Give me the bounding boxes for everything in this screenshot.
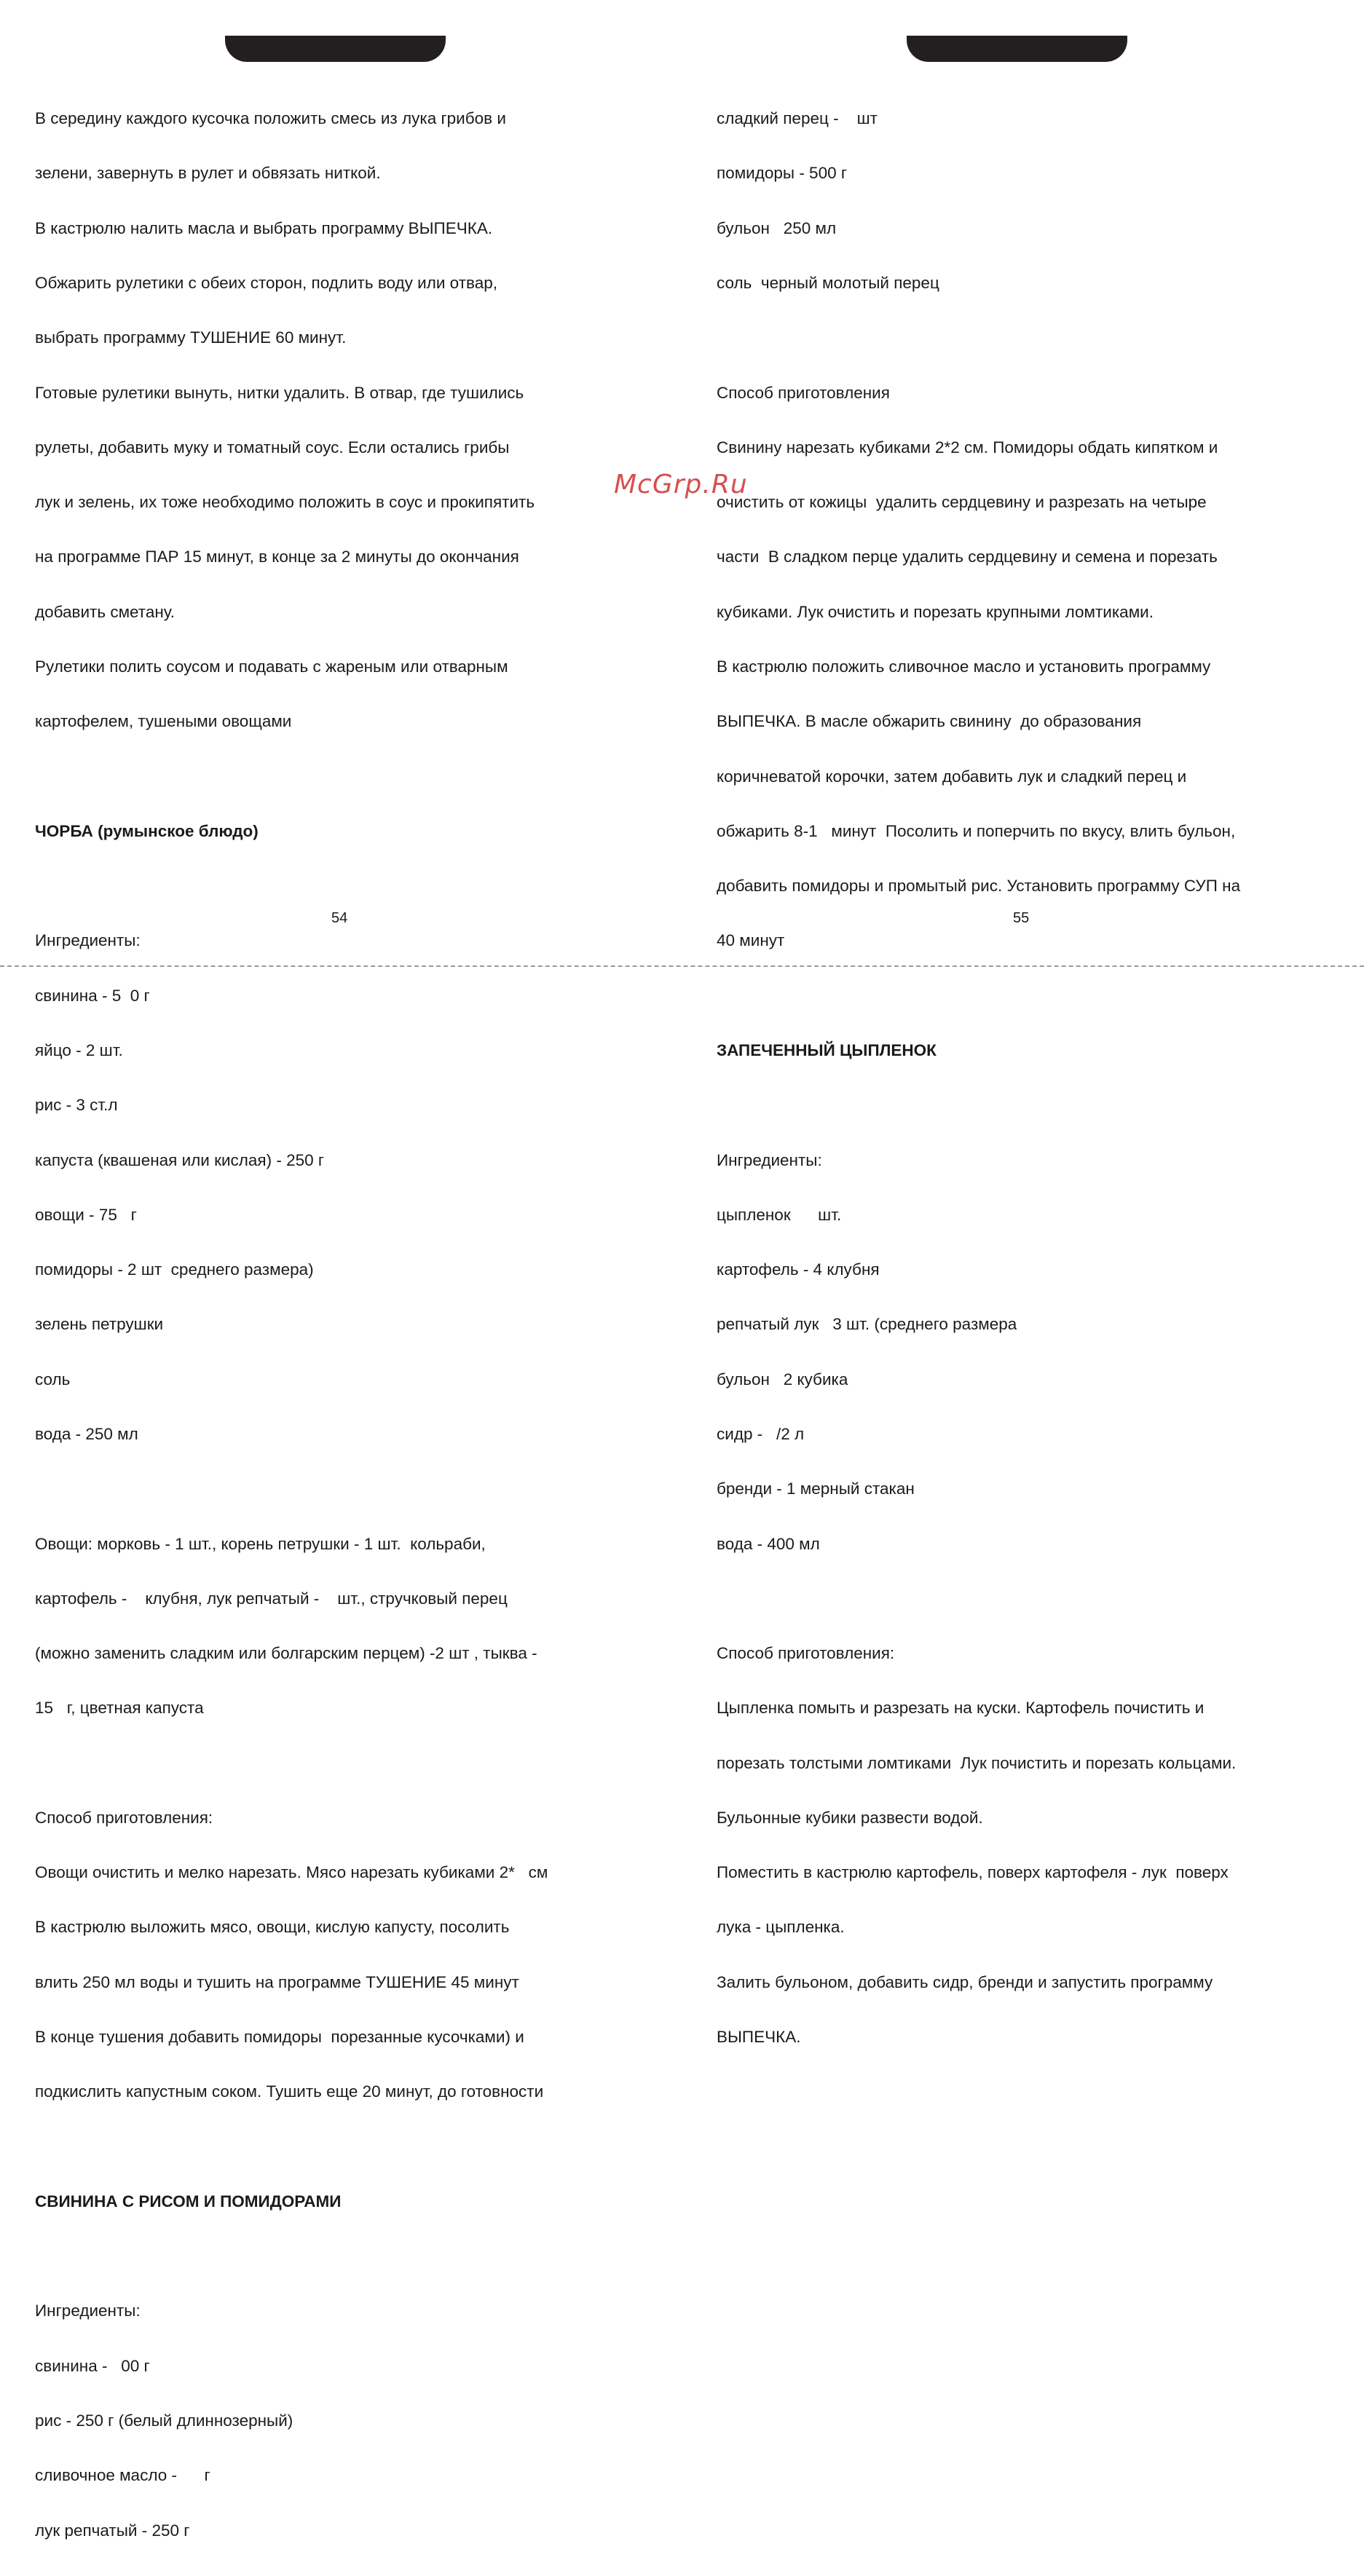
text-line: сладкий перец - шт <box>717 109 878 128</box>
text-line: бренди - 1 мерный стакан <box>717 1479 915 1498</box>
text-line: на программе ПАР 15 минут, в конце за 2 минуты до окончания <box>35 548 519 566</box>
page-number-left: 54 <box>331 910 348 926</box>
text-line: бульон 2 кубика <box>717 1370 848 1388</box>
text-line: влить 250 мл воды и тушить на программе ТУШЕНИЕ 45 минут <box>35 1972 519 1991</box>
text-line: рис - 250 г (белый длиннозерный) <box>35 2411 293 2430</box>
text-line: 40 минут <box>717 931 785 950</box>
text-line: картофель - клубня, лук репчатый - шт., стручковый перец <box>35 1589 508 1608</box>
text-line: цыпленок шт. <box>717 1205 842 1224</box>
text-line: Поместить в кастрюлю картофель, поверх картофеля - лук поверх <box>717 1863 1229 1882</box>
text-line: ВЫПЕЧКА. В масле обжарить свинину до образования <box>717 712 1142 731</box>
text-line: добавить сметану. <box>35 602 176 621</box>
text-line: В конце тушения добавить помидоры порезанные кусочками) и <box>35 2028 524 2047</box>
recipe-heading-chorba: ЧОРБА (румынское блюдо) <box>35 821 259 840</box>
text-line: зелени, завернуть в рулет и обвязать ниткой. <box>35 164 381 183</box>
text-line: соль <box>35 1370 71 1388</box>
text-line: Способ приготовления: <box>717 1644 895 1663</box>
watermark-text: McGrp.Ru <box>614 470 748 499</box>
text-line <box>717 1096 1350 1114</box>
text-line: рис - 3 ст.л <box>35 1096 118 1115</box>
text-line: Овощи очистить и мелко нарезать. Мясо нарезать кубиками 2* см <box>35 1863 548 1882</box>
text-line: очистить от кожицы удалить сердцевину и разрезать на четыре <box>717 493 1207 512</box>
text-line: картофель - 4 клубня <box>717 1260 880 1279</box>
left-page <box>0 0 682 2540</box>
text-line: части В сладком перце удалить сердцевину и семена и порезать <box>717 548 1218 566</box>
left-page-text <box>35 73 647 2576</box>
text-line: бульон 250 мл <box>717 218 837 237</box>
text-line: Залить бульоном, добавить сидр, бренди и запустить программу <box>717 1972 1213 1991</box>
text-line: порезать толстыми ломтиками Лук почистить и порезать кольцами. <box>717 1753 1237 1772</box>
text-line: В середину каждого кусочка положить смесь из лука грибов и <box>35 109 506 128</box>
text-line: Обжарить рулетики с обеих сторон, подлить воду или отвар, <box>35 274 497 293</box>
text-line: Овощи: морковь - 1 шт., корень петрушки - 1 шт. кольраби, <box>35 1534 486 1553</box>
text-line: лук репчатый - 250 г <box>35 2521 190 2540</box>
text-line: В кастрюлю положить сливочное масло и установить программу <box>717 657 1211 676</box>
right-header-tab <box>907 36 1127 62</box>
text-line <box>35 2138 647 2156</box>
text-line: Способ приготовления: <box>35 1808 213 1827</box>
text-line: сливочное масло - г <box>35 2466 210 2485</box>
text-line: лук и зелень, их тоже необходимо положить в соус и прокипятить <box>35 493 535 512</box>
text-line: Бульонные кубики развести водой. <box>717 1808 983 1827</box>
text-line: В кастрюлю выложить мясо, овощи, кислую капусту, посолить <box>35 1918 510 1937</box>
text-line <box>35 877 647 895</box>
text-line: обжарить 8-1 минут Посолить и поперчить по вкусу, влить бульон, <box>717 821 1236 840</box>
right-page <box>682 0 1364 2047</box>
text-line: свинина - 5 0 г <box>35 986 150 1005</box>
left-header-tab <box>225 36 446 62</box>
text-line: Способ приготовления <box>717 383 890 402</box>
text-line: Рулетики полить соусом и подавать с жареным или отварным <box>35 657 508 676</box>
bottom-divider <box>0 965 1364 967</box>
text-line: свинина - 00 г <box>35 2356 150 2375</box>
text-line: подкислить капустным соком. Тушить еще 20 минут, до готовности <box>35 2082 544 2101</box>
text-line: лука - цыпленка. <box>717 1918 845 1937</box>
text-line: репчатый лук 3 шт. (среднего размера <box>717 1315 1017 1334</box>
text-line <box>35 2247 647 2265</box>
text-line: (можно заменить сладким или болгарским перцем) -2 шт , тыква - <box>35 1644 537 1663</box>
text-line: вода - 400 мл <box>717 1534 820 1553</box>
text-line: Ингредиенты: <box>35 931 141 950</box>
right-page-text <box>717 73 1350 2082</box>
text-line: ВЫПЕЧКА. <box>717 2028 801 2047</box>
text-line: 15 г, цветная капуста <box>35 1699 204 1718</box>
text-line <box>35 1754 647 1772</box>
text-line: Готовые рулетики вынуть, нитки удалить. В отвар, где тушились <box>35 383 524 402</box>
text-line: рулеты, добавить муку и томатный соус. Если остались грибы <box>35 438 510 457</box>
text-line: помидоры - 500 г <box>717 164 848 183</box>
text-line: помидоры - 2 шт среднего размера) <box>35 1260 314 1279</box>
text-line: соль черный молотый перец <box>717 274 939 293</box>
text-line: добавить помидоры и промытый рис. Установить программу СУП на <box>717 877 1241 896</box>
text-line: сидр - /2 л <box>717 1424 805 1443</box>
text-line: коричневатой корочки, затем добавить лук и сладкий перец и <box>717 767 1187 786</box>
text-line: овощи - 75 г <box>35 1205 137 1224</box>
text-line: Ингредиенты: <box>35 2302 141 2320</box>
text-line <box>35 767 647 786</box>
text-line: Цыпленка помыть и разрезать на куски. Картофель почистить и <box>717 1699 1205 1718</box>
text-line: Ингредиенты: <box>717 1150 822 1169</box>
recipe-heading-baked-chicken: ЗАПЕЧЕННЫЙ ЦЫПЛЕНОК <box>717 1040 937 1059</box>
text-line: выбрать программу ТУШЕНИЕ 60 минут. <box>35 328 347 347</box>
text-line <box>717 328 1350 347</box>
recipe-heading-pork-rice: СВИНИНА С РИСОМ И ПОМИДОРАМИ <box>35 2192 342 2210</box>
text-line: картофелем, тушеными овощами <box>35 712 292 731</box>
text-line <box>35 1479 647 1498</box>
text-line: вода - 250 мл <box>35 1424 138 1443</box>
text-line: Свинину нарезать кубиками 2*2 см. Помидоры обдать кипятком и <box>717 438 1218 457</box>
text-line: зелень петрушки <box>35 1315 164 1334</box>
page-number-right: 55 <box>1013 910 1030 926</box>
text-line: В кастрюлю налить масла и выбрать программу ВЫПЕЧКА. <box>35 218 493 237</box>
text-line: яйцо - 2 шт. <box>35 1040 123 1059</box>
text-line: капуста (квашеная или кислая) - 250 г <box>35 1150 325 1169</box>
text-line <box>717 987 1350 1005</box>
text-line: кубиками. Лук очистить и порезать крупными ломтиками. <box>717 602 1154 621</box>
text-line <box>717 1589 1350 1608</box>
